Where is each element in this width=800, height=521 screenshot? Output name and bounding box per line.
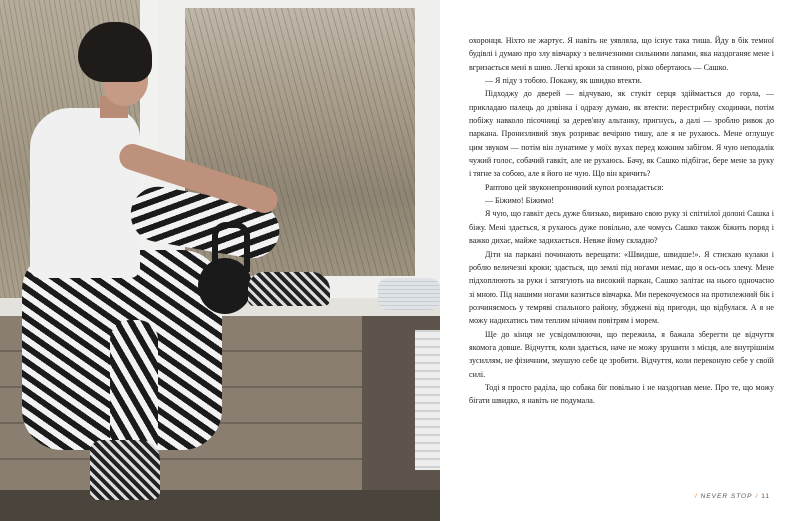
paragraph: Тоді я просто раділа, що собака біг повільно і не наздогнав мене. Про те, що можу бігати швидко, я навіть не подумала.: [469, 382, 774, 406]
photo-floor: [0, 490, 440, 521]
page-number: 11: [761, 493, 770, 500]
photo-woman-shin: [110, 320, 158, 460]
paragraph: Ще до кінця не усвідомлюючи, що пережила, я бажала зберегти це відчуття якомога довше. Відчуття, коли здається, наче не можу зрушити з місця, але внутрішнім зусиллям, не фізичним, змушую себе це зробити. Відчуття, коли переконую себе у своїй силі.: [469, 329, 774, 379]
footer-slash: /: [694, 493, 698, 500]
photo-woman-torso: [30, 108, 140, 278]
kettlebell-icon: [198, 258, 252, 314]
paragraph: Діти на паркані починають верещати: «Швидше, швидше!». Я стискаю кулаки і роблю величезні кроки; здається, що землі під ногами немає, що я ось-ось злечу. Мене підхоплюють за руки і затягують на високий паркан, Сашко залітає на нього одночасно зі мною. Під нашими ногами казиться вівчарка. Ми перекочуємося на протилежний бік і розчиняємось у темряві спального району, збуджені від пригоди, що відбулася. А я не можу надихатись тим теплим нічним повітрям і морем.: [469, 249, 774, 326]
paragraph: Раптово цей звуконепроникний купол розпадається:: [485, 182, 664, 192]
running-title: NEVER STOP: [700, 493, 753, 500]
book-page: [440, 0, 800, 521]
page-body-text: [469, 34, 774, 408]
footer-slash: /: [755, 493, 759, 500]
photo-woman-hair: [78, 22, 152, 82]
photo-sneaker-left: [90, 440, 160, 500]
paragraph-dialogue: — Біжимо! Біжимо!: [485, 196, 555, 206]
paragraph: Я чую, що гавкіт десь дуже близько, вириваю свою руку зі спітнілої долоні Сашка і біжу. Мені здається, я рухаюсь дуже повільно, але чомусь Сашко також біжить поряд і важко дихає, майже задихається. Невже йому складно?: [469, 209, 774, 246]
paragraph: Підходжу до дверей — відчуваю, як стукіт серця здіймається до горла, — прикладаю палець до дзвінка і одразу думаю, як втекти: перестрибну сходинки, потім побіжу навколо пісочниці за дерев'яну альтанку, пригнусь, а далі — зроблю ривок до паркана. Пронизливий звук розриває вечірню тишу, але я не рухаюсь. Мене оглушує цим звуком — потім він лунатиме у моїх вухах перед кожним забігом. Я чую неподалік чужий голос, собачий гавкіт, але не рухаюсь. Бачу, як Сашко підбігає, бере мене за руку і тягне за собою, але я його не чую. Що він кричить?: [469, 89, 774, 179]
photo-sneaker-right: [248, 272, 330, 306]
page-footer: [692, 493, 770, 500]
paragraph-dialogue: — Я піду з тобою. Покажу, як швидко втекти.: [485, 76, 642, 86]
photo-radiator: [415, 330, 440, 470]
photo-pillow: [378, 278, 440, 310]
paragraph: охоронця. Ніхто не жартує. Я навіть не уявляла, що існує така тиша. Йду в бік темної будівлі і думаю про злу вівчарку з величезними сильними лапами, яка наздоганяє мене і вгризається мені в шию. Легкі кроки за спиною, різко обертаюсь — Сашко.: [469, 36, 774, 72]
